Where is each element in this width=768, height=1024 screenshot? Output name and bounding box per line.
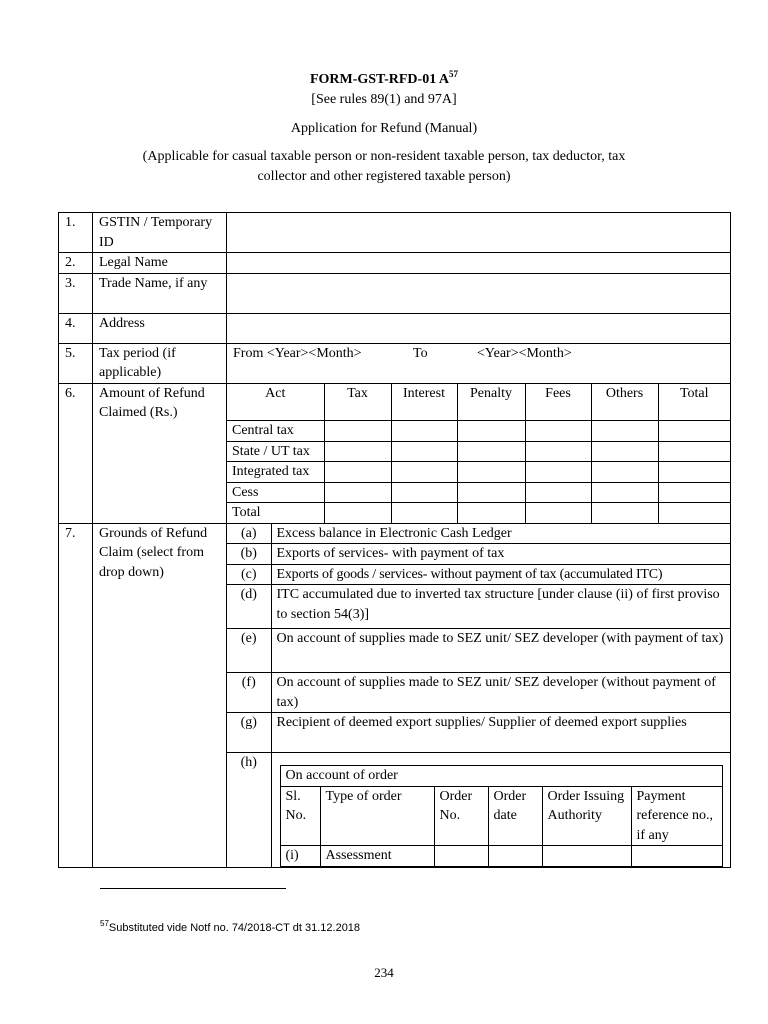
footnote [100, 919, 361, 934]
amount-cell[interactable] [658, 441, 730, 462]
ground-e[interactable] [227, 629, 730, 673]
order-header-type: Type of order [320, 786, 434, 846]
ground-text: Recipient of deemed export supplies/ Supplier of deemed export supplies [271, 713, 730, 753]
ground-h-content [271, 753, 730, 867]
amount-cell[interactable] [525, 482, 591, 503]
amount-cell[interactable] [591, 462, 658, 483]
ground-a[interactable] [227, 524, 730, 544]
row-grounds [59, 523, 731, 867]
refund-row-integrated [227, 462, 730, 483]
amount-cell[interactable] [591, 441, 658, 462]
refund-amount-table [227, 384, 730, 523]
ground-f[interactable] [227, 673, 730, 713]
page-number: 234 [374, 965, 394, 980]
amount-cell[interactable] [591, 482, 658, 503]
act-total: Total [227, 503, 324, 523]
row-refund-amount [59, 383, 731, 523]
ground-code: (d) [227, 585, 271, 629]
refund-row-total [227, 503, 730, 523]
form-title-text: FORM-GST-RFD-01 A [309, 72, 450, 87]
refund-header-row [227, 384, 730, 421]
header-tax: Tax [324, 384, 391, 421]
ground-code: (h) [227, 753, 271, 867]
row-number: 7. [59, 523, 93, 867]
trade-name-label: Trade Name, if any [93, 273, 227, 313]
act-cess: Cess [227, 482, 324, 503]
amount-cell[interactable] [457, 441, 525, 462]
header-others: Others [591, 384, 658, 421]
amount-cell[interactable] [324, 482, 391, 503]
order-header-no: Order No. [434, 786, 488, 846]
amount-cell[interactable] [525, 441, 591, 462]
ground-h[interactable] [227, 753, 730, 867]
application-title: Application for Refund (Manual) [290, 121, 478, 136]
amount-cell[interactable] [324, 462, 391, 483]
order-table [280, 765, 723, 867]
refund-form-table [58, 212, 731, 868]
grounds-label: Grounds of Refund Claim (select from drop down) [93, 523, 227, 867]
order-payment-ref-field[interactable] [631, 846, 722, 867]
applicability-note [0, 147, 768, 187]
address-field[interactable] [227, 313, 731, 343]
row-number: 2. [59, 253, 93, 274]
amount-cell[interactable] [658, 482, 730, 503]
order-authority-field[interactable] [542, 846, 631, 867]
row-tax-period [59, 343, 731, 383]
act-integrated-tax: Integrated tax [227, 462, 324, 483]
ground-text: Exports of goods / services- without payment of tax (accumulated ITC) [271, 564, 730, 585]
row-number: 5. [59, 343, 93, 383]
ground-code: (f) [227, 673, 271, 713]
tax-period-field[interactable] [227, 343, 731, 383]
amount-cell[interactable] [324, 421, 391, 442]
tax-period-to: <Year><Month> [477, 345, 572, 361]
trade-name-field[interactable] [227, 273, 731, 313]
ground-code: (a) [227, 524, 271, 544]
amount-cell[interactable] [457, 421, 525, 442]
refund-amount-label: Amount of Refund Claimed (Rs.) [93, 383, 227, 523]
amount-cell[interactable] [391, 441, 457, 462]
amount-cell[interactable] [525, 421, 591, 442]
ground-c[interactable] [227, 564, 730, 585]
amount-cell[interactable] [324, 503, 391, 523]
row-number: 4. [59, 313, 93, 343]
ground-g[interactable] [227, 713, 730, 753]
order-date-field[interactable] [488, 846, 542, 867]
ground-text: ITC accumulated due to inverted tax structure [under clause (ii) of first proviso to section 54(3)] [271, 585, 730, 629]
row-address [59, 313, 731, 343]
footnote-number: 57 [100, 919, 109, 928]
row-number: 1. [59, 213, 93, 253]
row-number: 6. [59, 383, 93, 523]
order-header-authority: Order Issuing Authority [542, 786, 631, 846]
ground-code: (g) [227, 713, 271, 753]
amount-cell[interactable] [525, 503, 591, 523]
tax-period-from: From <Year><Month> [233, 345, 362, 361]
applicability-line-1: (Applicable for casual taxable person or non-resident taxable person, tax deductor, tax [142, 149, 626, 164]
order-table-title: On account of order [280, 766, 722, 787]
order-header-row [280, 786, 722, 846]
tax-period-label: Tax period (if applicable) [93, 343, 227, 383]
amount-cell[interactable] [391, 503, 457, 523]
ground-code: (b) [227, 544, 271, 565]
amount-cell[interactable] [591, 421, 658, 442]
header-fees: Fees [525, 384, 591, 421]
header-act: Act [227, 384, 324, 421]
header-penalty: Penalty [457, 384, 525, 421]
amount-cell[interactable] [457, 503, 525, 523]
ground-code: (e) [227, 629, 271, 673]
amount-cell[interactable] [457, 482, 525, 503]
row-gstin [59, 213, 731, 253]
order-header-sl: Sl. No. [280, 786, 320, 846]
rules-reference: [See rules 89(1) and 97A] [311, 92, 457, 107]
amount-cell[interactable] [658, 503, 730, 523]
amount-cell[interactable] [457, 462, 525, 483]
amount-cell[interactable] [324, 441, 391, 462]
order-sl: (i) [280, 846, 320, 867]
header-total: Total [658, 384, 730, 421]
order-type: Assessment [320, 846, 434, 867]
row-number: 3. [59, 273, 93, 313]
footnote-separator [100, 888, 286, 889]
tax-period-to-label: To [413, 345, 428, 361]
order-header-date: Order date [488, 786, 542, 846]
refund-row-state [227, 441, 730, 462]
order-title-row [280, 766, 722, 787]
amount-cell[interactable] [658, 421, 730, 442]
gstin-field[interactable] [227, 213, 731, 253]
order-row-assessment [280, 846, 722, 867]
grounds-table [227, 524, 730, 867]
ground-code: (c) [227, 564, 271, 585]
address-label: Address [93, 313, 227, 343]
amount-cell[interactable] [391, 421, 457, 442]
form-title [0, 70, 768, 89]
refund-row-central [227, 421, 730, 442]
row-trade-name [59, 273, 731, 313]
row-legal-name [59, 253, 731, 274]
ground-text: Excess balance in Electronic Cash Ledger [271, 524, 730, 544]
refund-amount-cell [227, 383, 731, 523]
ground-text: Exports of services- with payment of tax [271, 544, 730, 565]
ground-text: On account of supplies made to SEZ unit/ SEZ developer (with payment of tax) [271, 629, 730, 673]
header-interest: Interest [391, 384, 457, 421]
amount-cell[interactable] [658, 462, 730, 483]
amount-cell[interactable] [391, 482, 457, 503]
legal-name-field[interactable] [227, 253, 731, 274]
refund-row-cess [227, 482, 730, 503]
order-no-field[interactable] [434, 846, 488, 867]
ground-d[interactable] [227, 585, 730, 629]
form-title-footnote-ref: 57 [449, 69, 459, 79]
order-header-payment-ref: Payment reference no., if any [631, 786, 722, 846]
ground-text: On account of supplies made to SEZ unit/ SEZ developer (without payment of tax) [271, 673, 730, 713]
amount-cell[interactable] [591, 503, 658, 523]
footnote-text: Substituted vide Notf no. 74/2018-CT dt 31.12.2018 [108, 922, 361, 934]
amount-cell[interactable] [391, 462, 457, 483]
amount-cell[interactable] [525, 462, 591, 483]
legal-name-label: Legal Name [93, 253, 227, 274]
act-central-tax: Central tax [227, 421, 324, 442]
gstin-label: GSTIN / Temporary ID [93, 213, 227, 253]
applicability-line-2: collector and other registered taxable person) [257, 169, 511, 184]
grounds-cell [227, 523, 731, 867]
ground-b[interactable] [227, 544, 730, 565]
act-state-ut-tax: State / UT tax [227, 441, 324, 462]
